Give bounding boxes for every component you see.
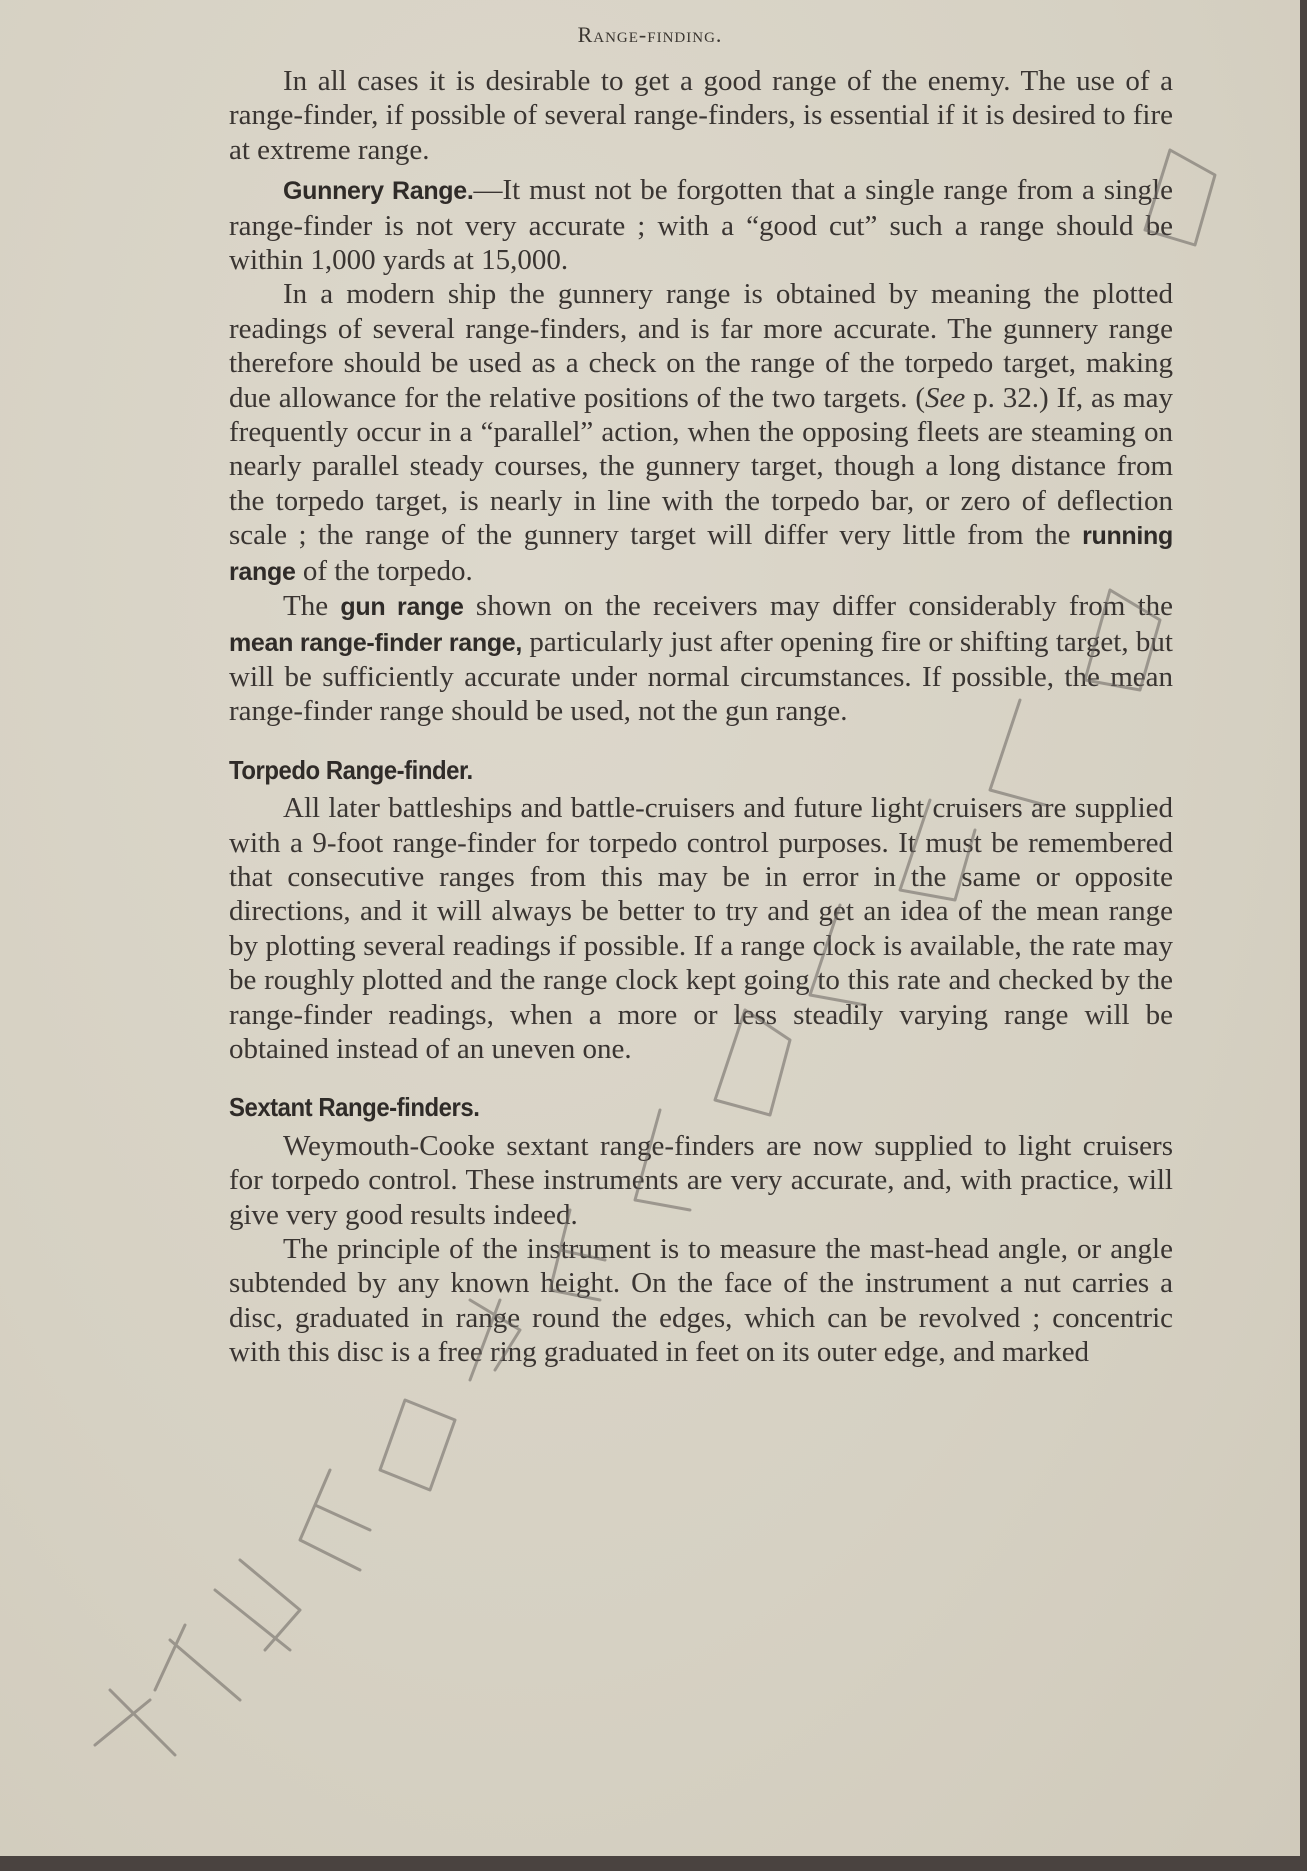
paragraph-gun-range: [229, 589, 1173, 729]
gun-range-text-c: particularly just after opening fire or shifting target, but will be sufficiently accurate under normal circumstances. If possible, the mean range-finder range should be used, not the gun range.: [229, 625, 1173, 728]
paragraph-sextant-2: The principle of the instrument is to measure the mast-head angle, or angle subtended by any known height. On the face of the instrument a nut carries a disc, graduated in range round the edges, which can be revolved ; concentric with this disc is a free ring graduated in feet on its outer edge, and marked: [229, 1233, 1173, 1369]
gunnery-range-text: —It must not be forgotten that a single range from a single range-finder is not very accurate ; with a “good cut” such a range should be within 1,000 yards at 15,000.: [229, 174, 1173, 277]
heading-torpedo-range-finder: Torpedo Range-finder.: [229, 754, 473, 785]
heading-sextant-range-finders: Sextant Range-finders.: [229, 1092, 480, 1123]
paragraph-intro: In all cases it is desirable to get a good range of the enemy. The use of a range-finder, if possible of several range-finders, is essential if it is desired to fire at extreme range.: [229, 65, 1173, 166]
paragraph-torpedo-range-finder: All later battleships and battle-cruisers and future light cruisers are supplied with a 9-foot range-finder for torpedo control purposes. It must be remembered that consecutive ranges from this may be in error in the same or opposite directions, and it will always be better to try and get an idea of the mean range by plotting several readings if possible. If a range clock is available, the rate may be roughly plotted and the range clock kept going to this rate and checked by the range-finder readings, when a more or less steadily varying range will be obtained instead of an uneven one.: [229, 792, 1173, 1065]
modern-ship-text-b: p. 32.) If, as may frequently occur in a “parallel” action, when the opposing fleets are steaming on nearly parallel steady courses, the gunnery target, though a long distance from the torpedo target, is nearly in line with the torpedo bar, or zero of deflection scale ; the range of the gunnery target will differ very little from the: [229, 381, 1173, 552]
paragraph-gunnery-range: [229, 173, 1173, 277]
running-range-term: running range: [229, 522, 1173, 586]
paragraph-sextant-1: Weymouth-Cooke sextant range-finders are now supplied to light cruisers for torpedo control. These instruments are very accurate, and, with practice, will give very good results indeed.: [229, 1129, 1173, 1231]
body-text: [229, 64, 1173, 1376]
paragraph-modern-ship: [229, 277, 1173, 589]
gunnery-range-run-in-head: Gunnery Range.: [283, 177, 474, 206]
modern-ship-text-a: In a modern ship the gunnery range is obtained by meaning the plotted readings of several range-finders, and is far more accurate. The gunnery range therefore should be used as a check on the range of the torpedo target, making due allowance for the relative positions of the two targets. (: [229, 278, 1173, 414]
running-head: Range-finding.: [577, 22, 723, 47]
gun-range-text-a: The: [283, 590, 341, 623]
mean-range-finder-range-term: mean range-finder range,: [229, 628, 523, 657]
gun-range-term: gun range: [340, 593, 464, 622]
see-reference: See: [925, 381, 966, 414]
modern-ship-text-c: of the torpedo.: [295, 554, 473, 587]
gun-range-text-b: shown on the receivers may differ considerably from the: [463, 590, 1173, 623]
